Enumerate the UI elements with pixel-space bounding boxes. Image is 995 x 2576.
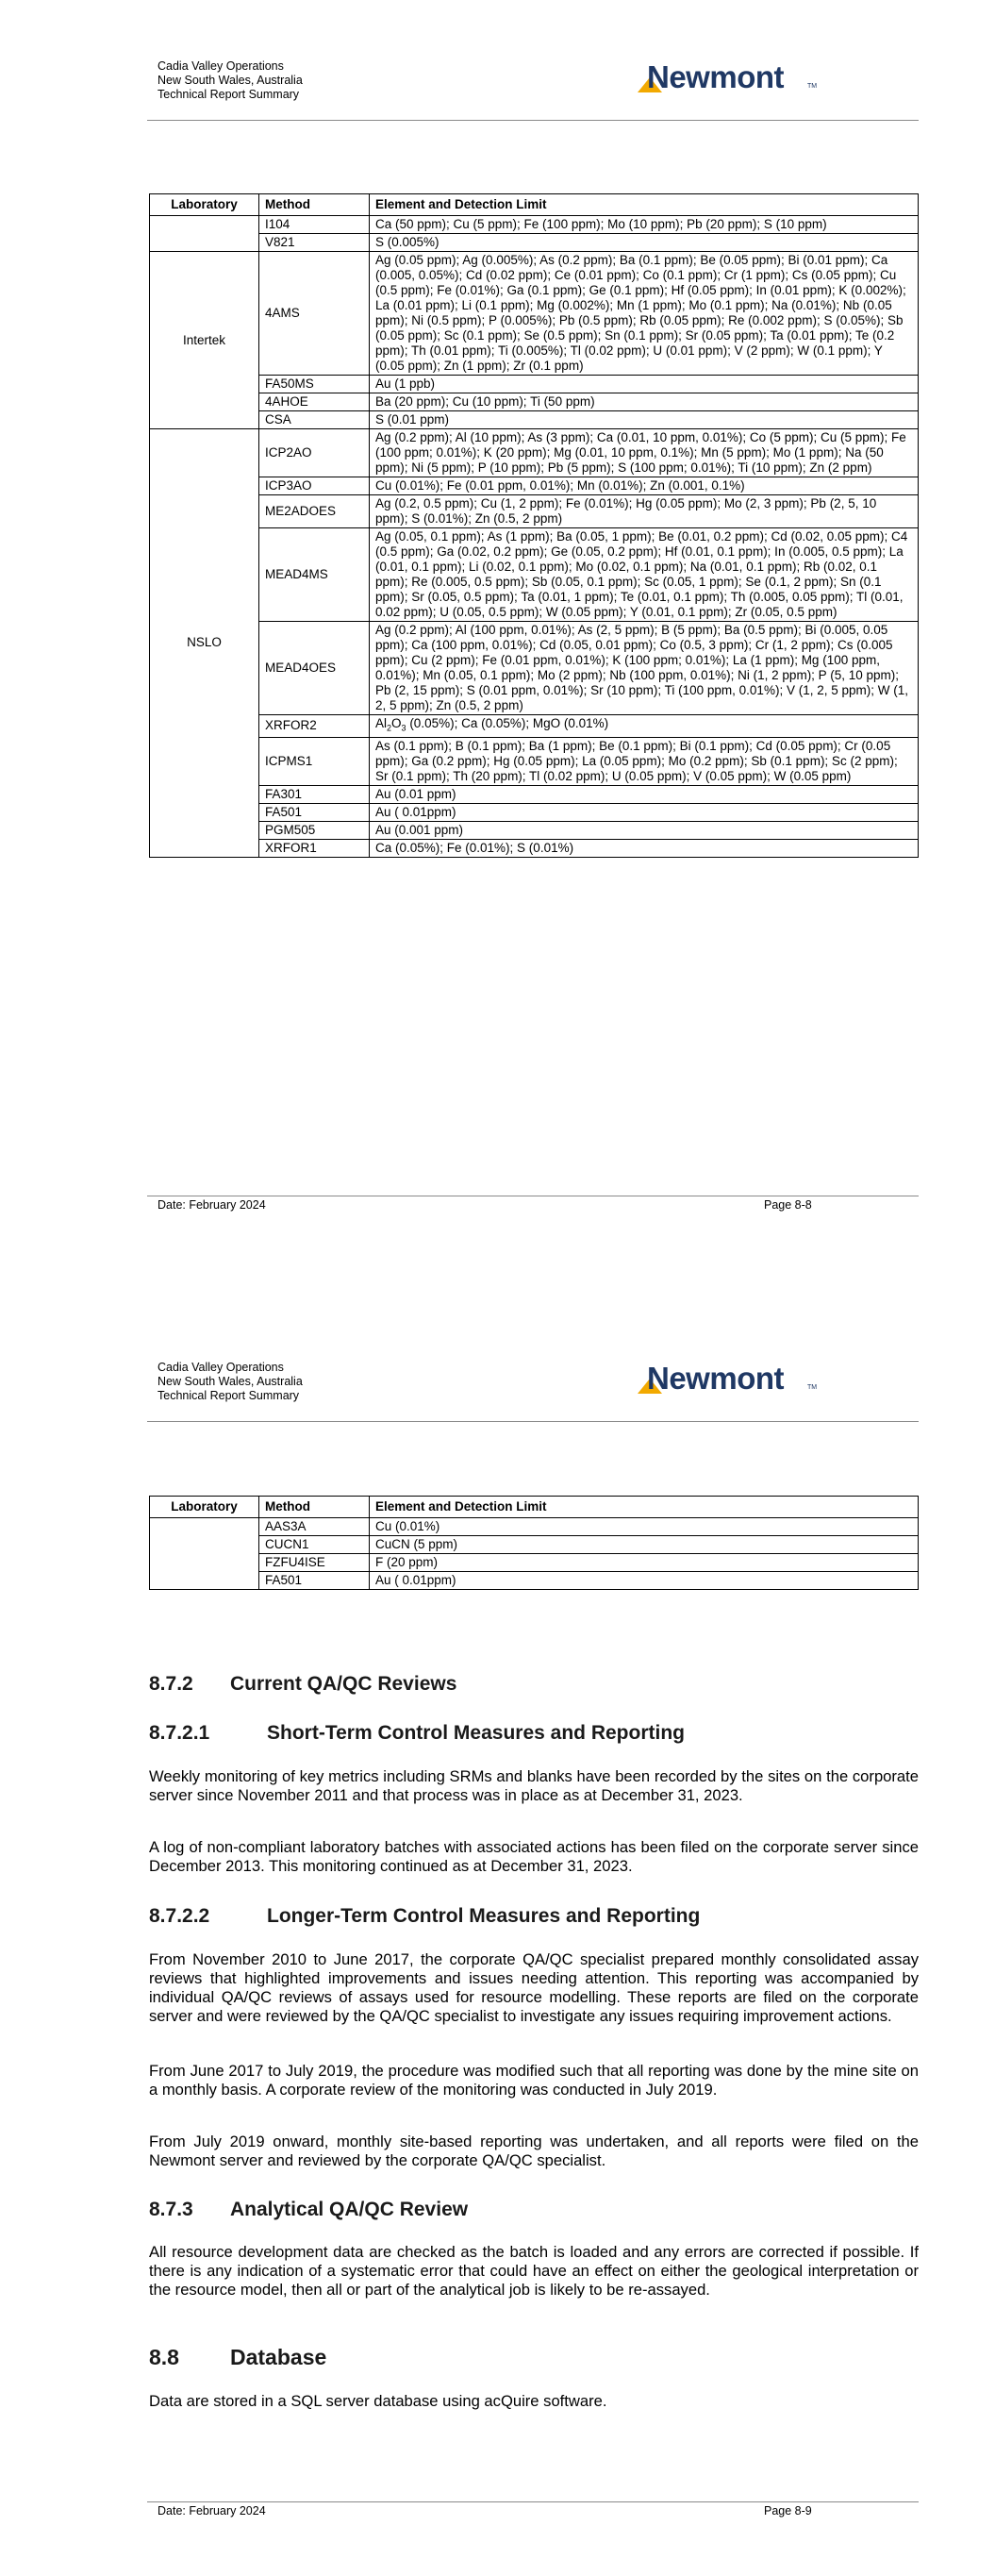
detection-limit-table (149, 193, 919, 858)
element-cell: Ba (20 ppm); Cu (10 ppm); Ti (50 ppm) (370, 393, 919, 411)
element-cell: Ag (0.2 ppm); Al (10 ppm); As (3 ppm); Ca (0.01, 10 ppm, 0.01%); Co (5 ppm); Cu (5 ppm); Fe (100 ppm; 0.01%); K (20 ppm); Mg (0.01, 10 ppm, 0.1%); Mn (5 ppm); Mo (1 ppm); Na (50 ppm); Ni (5 ppm); P (10 ppm); Pb (5 ppm); S (100 ppm; 0.01%); Ti (10 ppm); Zn (2 ppm) (370, 429, 919, 477)
logo-wordmark: Newmont (647, 59, 784, 94)
header-rule (147, 1421, 919, 1422)
table-row (150, 622, 919, 715)
logo-trademark: TM (807, 83, 818, 90)
report-header (158, 1361, 303, 1403)
method-cell: XRFOR1 (259, 839, 370, 857)
element-cell: F (20 ppm) (370, 1554, 919, 1572)
paragraph: From June 2017 to July 2019, the procedure was modified such that all reporting was done by the mine site on a monthly basis. A corporate review of the monitoring was conducted in July 2019. (149, 2062, 919, 2099)
table-row (150, 393, 919, 411)
element-cell: Au (0.001 ppm) (370, 821, 919, 839)
newmont-logo (638, 1361, 818, 1401)
paragraph: From November 2010 to June 2017, the corporate QA/QC specialist prepared monthly consolidated assay reviews that highlighted improvements and issues needing attention. This reporting was accompanied by individual QA/QC reviews of assays used for resource modelling. These reports are filed on the corporate server and were reviewed by the QA/QC specialist to investigate any issues requiring improvement actions. (149, 1950, 919, 2025)
page-footer (158, 1198, 818, 1212)
logo-trademark: TM (807, 1384, 818, 1391)
table-row (150, 429, 919, 477)
section-title: Analytical QA/QC Review (230, 2199, 469, 2220)
section-number: 8.8 (149, 2345, 179, 2369)
element-cell: S (0.01 ppm) (370, 411, 919, 429)
element-cell: Ag (0.2 ppm); Al (100 ppm, 0.01%); As (2, 5 ppm); B (5 ppm); Ba (0.5 ppm); Bi (0.005, 0.05 ppm); Ca (100 ppm, 0.01%); Cd (0.05, 0.01 ppm); Co (0.5, 3 ppm); Cr (1, 2 ppm); Cs (0.005 ppm); Cu (2 ppm); Fe (0.01 ppm, 0.01%); K (100 ppm; 0.01%); La (1 ppm); Mg (100 ppm, 0.01%); Mn (0.05, 0.1 ppm); Mo (2 ppm); Nb (100 ppm, 0.01%); Ni (1, 2 ppm); P (5, 10 ppm); Pb (2, 15 ppm); S (0.01 ppm, 0.01%); Sr (10 ppm); Ti (100 ppm, 0.01%); V (1, 2, 5 ppm); W (1, 2, 5 ppm); Zn (0.5, 2 ppm) (370, 622, 919, 715)
method-cell: FA501 (259, 1572, 370, 1590)
column-header-method: Method (259, 194, 370, 216)
method-cell: CUCN1 (259, 1536, 370, 1554)
paragraph: Weekly monitoring of key metrics including SRMs and blanks have been recorded by the sites on the corporate server since November 2011 and that process was in place as at December 31, 2023. (149, 1767, 919, 1804)
lab-cell-empty (150, 216, 259, 252)
lab-cell-nslo: NSLO (150, 429, 259, 858)
method-cell: FA501 (259, 803, 370, 821)
element-cell: Au (0.01 ppm) (370, 785, 919, 803)
element-cell: Cu (0.01%) (370, 1518, 919, 1536)
table-row (150, 376, 919, 393)
header-rule (147, 120, 919, 121)
newmont-logo (638, 59, 818, 100)
element-cell: As (0.1 ppm); B (0.1 ppm); Ba (1 ppm); Be (0.1 ppm); Bi (0.1 ppm); Cd (0.05 ppm); Cr (0.05 ppm); Ga (0.2 ppm); Hg (0.05 ppm); La (0.05 ppm); Mo (0.2 ppm); Sb (0.1 ppm); Sc (2 ppm); Sr (0.1 ppm); Th (20 ppm); Tl (0.02 ppm); U (0.05 ppm); V (0.05 ppm); W (0.05 ppm) (370, 737, 919, 785)
footer-page-number: Page 8-8 (764, 1198, 812, 1212)
logo-wordmark: Newmont (647, 1361, 784, 1396)
method-cell: ME2ADOES (259, 495, 370, 528)
element-cell: Ag (0.05, 0.1 ppm); As (1 ppm); Ba (0.05, 1 ppm); Be (0.01, 0.2 ppm); Cd (0.02, 0.05 ppm); C4 (0.5 ppm); Ga (0.02, 0.2 ppm); Ge (0.05, 0.2 ppm); Hf (0.01, 0.1 ppm); In (0.005, 0.5 ppm); La (0.01, 0.1 ppm); Li (0.02, 0.1 ppm); Mo (0.02, 0.1 ppm); Na (0.01, 0.1 ppm); Rb (0.02, 0.1 ppm); Re (0.005, 0.5 ppm); Sb (0.05, 0.1 ppm); Sc (0.05, 1 ppm); Se (0.1, 2 ppm); Sn (0.1 ppm); Sr (0.05, 0.5 ppm); Ta (0.01, 1 ppm); Te (0.01, 0.1 ppm); Th (0.005, 0.05 ppm); Tl (0.01, 0.02 ppm); U (0.05, 0.5 ppm); W (0.05 ppm); Y (0.01, 0.1 ppm); Zr (0.05, 0.5 ppm) (370, 528, 919, 622)
element-cell: Ag (0.05 ppm); Ag (0.005%); As (0.2 ppm); Ba (0.1 ppm); Be (0.05 ppm); Bi (0.01 ppm); Ca (0.005, 0.05%); Cd (0.02 ppm); Ce (0.01 ppm); Co (0.1 ppm); Cr (1 ppm); Cs (0.05 ppm); Cu (0.5 ppm); Fe (0.01%); Ga (0.1 ppm); Ge (0.1 ppm); Hf (0.05 ppm); In (0.01 ppm); K (0.002%); La (0.01 ppm); Li (0.1 ppm); Mg (0.002%); Mn (1 ppm); Mo (0.1 ppm); Na (0.01%); Nb (0.05 ppm); Ni (0.5 ppm); P (0.005%); Pb (0.5 ppm); Rb (0.05 ppm); Re (0.002 ppm); S (0.05%); Sb (0.05 ppm); Sc (0.1 ppm); Se (0.5 ppm); Sn (0.1 ppm); Sr (0.05 ppm); Ta (0.01 ppm); Te (0.2 ppm); Th (0.01 ppm); Ti (0.005%); Tl (0.02 ppm); U (0.01 ppm); V (2 ppm); W (0.1 ppm); Y (0.05 ppm); Zn (1 ppm); Zr (0.1 ppm) (370, 252, 919, 376)
table-row (150, 252, 919, 376)
column-header-laboratory: Laboratory (150, 1497, 259, 1518)
section-heading-8-7-2-2 (149, 1905, 700, 1928)
section-title: Longer-Term Control Measures and Reporting (267, 1905, 701, 1927)
lab-cell-intertek: Intertek (150, 252, 259, 429)
table-row (150, 821, 919, 839)
table-row (150, 1572, 919, 1590)
header-line-3: Technical Report Summary (158, 88, 300, 101)
table-row (150, 234, 919, 252)
table-row (150, 477, 919, 495)
table-row (150, 803, 919, 821)
element-cell: Au (1 ppb) (370, 376, 919, 393)
method-cell: ICPMS1 (259, 737, 370, 785)
section-title: Database (230, 2345, 327, 2369)
method-cell: FA301 (259, 785, 370, 803)
table-row (150, 216, 919, 234)
method-cell: 4AHOE (259, 393, 370, 411)
element-text: Al (375, 716, 388, 730)
element-cell: Cu (0.01%); Fe (0.01 ppm, 0.01%); Mn (0.01%); Zn (0.001, 0.1%) (370, 477, 919, 495)
section-heading-8-7-2 (149, 1673, 456, 1696)
subscript: 2 (387, 723, 392, 733)
column-header-element: Element and Detection Limit (370, 1497, 919, 1518)
page-8-9 (0, 1288, 995, 2576)
header-line-2: New South Wales, Australia (158, 1375, 303, 1388)
method-cell: PGM505 (259, 821, 370, 839)
element-text: (0.05%); Ca (0.05%); MgO (0.01%) (406, 716, 609, 730)
section-heading-8-7-3 (149, 2199, 468, 2221)
footer-date: Date: February 2024 (158, 2504, 266, 2517)
section-title: Current QA/QC Reviews (230, 1673, 457, 1695)
column-header-method: Method (259, 1497, 370, 1518)
method-cell: MEAD4MS (259, 528, 370, 622)
table-row (150, 785, 919, 803)
element-cell: Ag (0.2, 0.5 ppm); Cu (1, 2 ppm); Fe (0.01%); Hg (0.05 ppm); Mo (2, 3 ppm); Pb (2, 5, 10 ppm); S (0.01%); Zn (0.5, 2 ppm) (370, 495, 919, 528)
header-line-1: Cadia Valley Operations (158, 1361, 284, 1374)
table-row (150, 411, 919, 429)
header-line-3: Technical Report Summary (158, 1389, 300, 1402)
paragraph: From July 2019 onward, monthly site-based reporting was undertaken, and all reports were filed on the Newmont server and reviewed by the corporate QA/QC specialist. (149, 2133, 919, 2169)
table-row (150, 495, 919, 528)
method-cell: FA50MS (259, 376, 370, 393)
table-header-row (150, 194, 919, 216)
column-header-laboratory: Laboratory (150, 194, 259, 216)
section-heading-8-8 (149, 2345, 326, 2370)
method-cell: ICP2AO (259, 429, 370, 477)
method-cell: 4AMS (259, 252, 370, 376)
section-number: 8.7.2 (149, 1673, 193, 1695)
paragraph: Data are stored in a SQL server database using acQuire software. (149, 2392, 607, 2410)
element-cell: Au ( 0.01ppm) (370, 803, 919, 821)
element-cell: Au ( 0.01ppm) (370, 1572, 919, 1590)
method-cell: V821 (259, 234, 370, 252)
header-line-2: New South Wales, Australia (158, 74, 303, 87)
section-number: 8.7.2.2 (149, 1905, 210, 1927)
element-cell: Ca (0.05%); Fe (0.01%); S (0.01%) (370, 839, 919, 857)
lab-cell-empty (150, 1518, 259, 1590)
element-cell: CuCN (5 ppm) (370, 1536, 919, 1554)
table-header-row (150, 1497, 919, 1518)
table-row (150, 737, 919, 785)
method-cell: ICP3AO (259, 477, 370, 495)
footer-rule (147, 2501, 919, 2502)
method-cell: XRFOR2 (259, 715, 370, 738)
table-row (150, 528, 919, 622)
section-number: 8.7.2.1 (149, 1722, 210, 1744)
subscript: 3 (401, 723, 406, 733)
section-number: 8.7.3 (149, 2199, 193, 2220)
header-line-1: Cadia Valley Operations (158, 59, 284, 73)
report-header (158, 59, 303, 102)
paragraph: A log of non-compliant laboratory batches with associated actions has been filed on the corporate server since December 2013. This monitoring continued as at December 31, 2023. (149, 1838, 919, 1875)
table-row (150, 839, 919, 857)
footer-page-number: Page 8-9 (764, 2504, 812, 2517)
element-text: O (391, 716, 402, 730)
element-cell: Ca (50 ppm); Cu (5 ppm); Fe (100 ppm); Mo (10 ppm); Pb (20 ppm); S (10 ppm) (370, 216, 919, 234)
element-cell (370, 715, 919, 738)
table-row (150, 715, 919, 738)
method-cell: MEAD4OES (259, 622, 370, 715)
page-footer (158, 2504, 818, 2517)
footer-date: Date: February 2024 (158, 1198, 266, 1212)
table-row (150, 1554, 919, 1572)
column-header-element: Element and Detection Limit (370, 194, 919, 216)
method-cell: AAS3A (259, 1518, 370, 1536)
element-cell: S (0.005%) (370, 234, 919, 252)
method-cell: FZFU4ISE (259, 1554, 370, 1572)
section-heading-8-7-2-1 (149, 1722, 685, 1745)
method-cell: I104 (259, 216, 370, 234)
paragraph: All resource development data are checked as the batch is loaded and any errors are corrected if possible. If there is any indication of a systematic error that could have an effect on either the geological interpretation or the resource model, then all or part of the analytical job is likely to be re-assayed. (149, 2243, 919, 2299)
table-row (150, 1518, 919, 1536)
section-title: Short-Term Control Measures and Reporting (267, 1722, 685, 1744)
table-row (150, 1536, 919, 1554)
method-cell: CSA (259, 411, 370, 429)
detection-limit-table-continued (149, 1496, 919, 1590)
